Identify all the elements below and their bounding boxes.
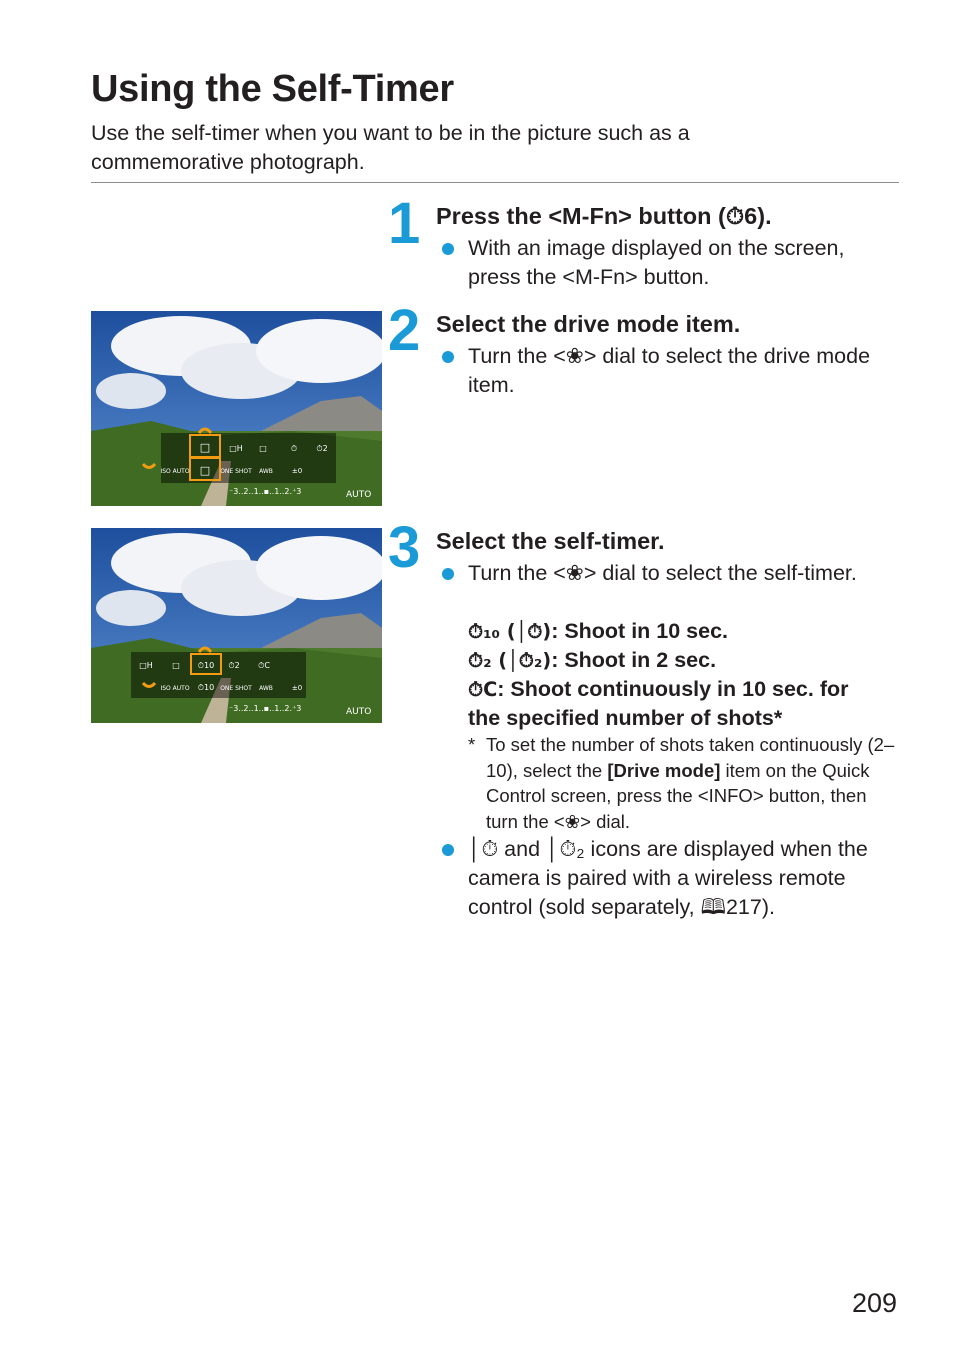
screen2-exposure-scale: ⁻3..2..1..▪..1..2.⁺3 <box>229 704 302 713</box>
screen1-row1-item3: □ <box>259 444 267 453</box>
option-10sec-text: : Shoot in 10 sec. <box>551 619 729 643</box>
step-1-bullet-text: With an image displayed on the screen, press the <M-Fn> button. <box>468 236 845 289</box>
self-timer-continuous-icon: ⏱C <box>468 678 498 701</box>
self-timer-2-icon: ⏱₂ (│⏱₂) <box>468 649 552 672</box>
screen1-iso-readout: AUTO <box>346 490 372 500</box>
camera-screen-graphic <box>91 528 382 723</box>
screen2-row1-item1: □H <box>139 661 153 670</box>
step-1-heading: Press the <M-Fn> button (⏱6). <box>436 203 772 229</box>
screen1-row1-item1: □ <box>199 441 211 454</box>
screen2-row1-item3: ⏱10 <box>197 661 215 670</box>
bullet-dot <box>442 351 454 363</box>
step-3-bullet-2-text: │⏱ and │⏱₂ icons are displayed when the camera is paired with a wireless remote control (sold separately, 🕮217). <box>468 837 868 919</box>
screen1-row2-item2: □ <box>199 464 211 477</box>
screen2-row2-item5: ±0 <box>291 684 303 692</box>
step-3-number: 3 <box>388 515 421 580</box>
step-3-heading: Select the self-timer. <box>436 528 665 554</box>
divider <box>91 182 899 183</box>
screen1-row2-item4: AWB <box>259 468 273 475</box>
step-3-bullet-text: Turn the <❀> dial to select the self-timer. <box>468 561 857 585</box>
option-continuous-text: : Shoot continuously in 10 sec. for <box>497 677 849 701</box>
screen1-row1-item2: □H <box>229 444 243 453</box>
option-2sec-text: : Shoot in 2 sec. <box>551 648 717 672</box>
screen1-exposure-scale: ⁻3..2..1..▪..1..2.⁺3 <box>229 487 302 496</box>
option-2sec <box>468 646 716 675</box>
step-3-bullet-2 <box>468 835 900 922</box>
step-2-number: 2 <box>388 298 421 363</box>
drive-mode-screen-photo <box>91 311 382 506</box>
screen2-row1-item2: □ <box>172 661 180 670</box>
page-title: Using the Self-Timer <box>91 68 454 110</box>
option-continuous-cont <box>468 704 782 733</box>
screen2-row2-item3: ONE SHOT <box>220 685 252 692</box>
page-number: 209 <box>852 1288 898 1318</box>
bullet-dot <box>442 568 454 580</box>
screen2-row1-item4: ⏱2 <box>228 661 240 670</box>
step-2-heading: Select the drive mode item. <box>436 311 741 337</box>
option-10sec <box>468 617 728 646</box>
step-2-bullet <box>468 342 900 400</box>
screen2-iso-readout: AUTO <box>346 707 372 717</box>
step-3-bullet <box>468 559 900 588</box>
screen2-row2-item4: AWB <box>259 685 273 692</box>
step-1-number: 1 <box>388 191 421 256</box>
footnote-mark: * <box>468 734 476 755</box>
footnote-text: To set the number of shots taken continuously (2–10), select the [Drive mode] item on the Quick Control screen, press the <INFO> button, then turn the <❀> dial. <box>486 734 895 832</box>
self-timer-10-icon: ⏱₁₀ (│⏱) <box>468 620 552 643</box>
screen1-row2-item5: ±0 <box>291 467 303 475</box>
intro-text: Use the self-timer when you want to be in the picture such as a commemorative photograph. <box>91 121 690 174</box>
option-continuous <box>468 675 849 704</box>
footnote <box>468 732 898 837</box>
screen1-row1-item5: ⏱2 <box>316 444 328 453</box>
screen2-row1-item5: ⏱C <box>258 661 270 670</box>
screen1-row2-item3: ONE SHOT <box>220 468 252 475</box>
camera-screen-graphic <box>91 311 382 506</box>
option-continuous-text-2: the specified number of shots* <box>468 706 783 730</box>
screen1-row1-item4: ⏱ <box>290 444 298 453</box>
bullet-dot <box>442 844 454 856</box>
self-timer-screen-photo <box>91 528 382 723</box>
step-1-bullet <box>468 234 900 292</box>
screen2-row2-item2: ⏱10 <box>197 683 215 692</box>
screen1-row2-item1: ISO AUTO <box>160 468 190 475</box>
bullet-dot <box>442 243 454 255</box>
step-2-bullet-text: Turn the <❀> dial to select the drive mode item. <box>468 344 871 397</box>
screen2-row2-item1: ISO AUTO <box>160 685 190 692</box>
